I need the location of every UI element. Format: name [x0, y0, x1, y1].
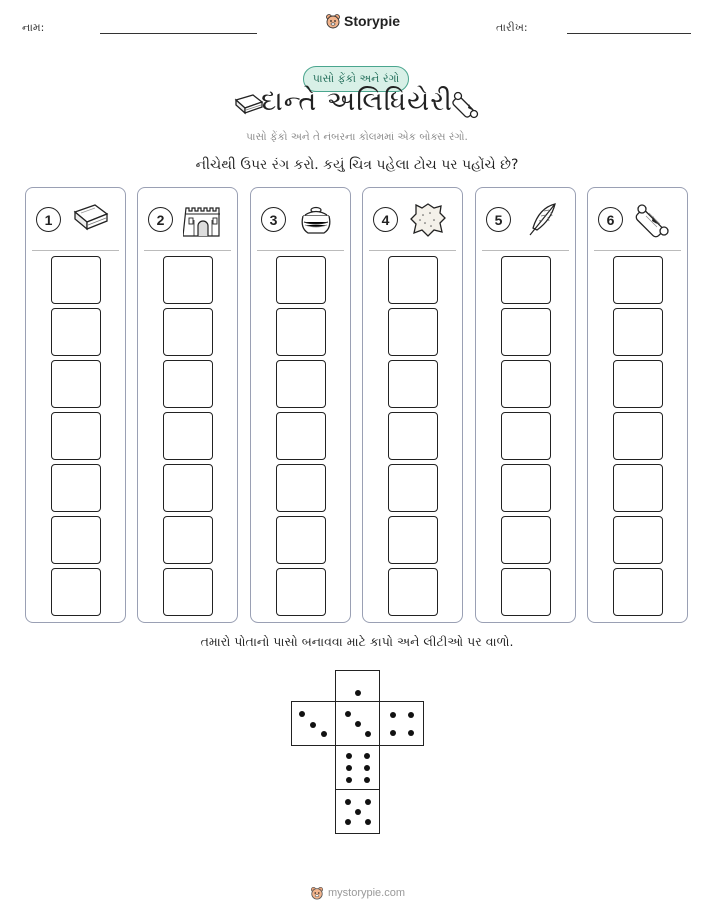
column-4	[362, 187, 463, 623]
name-label: નામ:	[22, 21, 45, 34]
color-box[interactable]	[163, 412, 213, 460]
color-box[interactable]	[51, 568, 101, 616]
column-divider	[257, 250, 344, 251]
color-box[interactable]	[388, 308, 438, 356]
color-box[interactable]	[501, 412, 551, 460]
column-header	[476, 200, 575, 240]
color-box[interactable]	[388, 412, 438, 460]
mascot-icon	[325, 13, 341, 29]
die-pip	[364, 753, 370, 759]
color-box[interactable]	[613, 256, 663, 304]
color-box[interactable]	[501, 464, 551, 512]
die-pip	[364, 777, 370, 783]
die-pip	[345, 819, 351, 825]
column-header	[588, 200, 687, 240]
column-6	[587, 187, 688, 623]
color-box[interactable]	[51, 256, 101, 304]
scroll-icon	[633, 202, 673, 238]
color-box[interactable]	[276, 412, 326, 460]
pot-icon	[296, 202, 336, 238]
color-box[interactable]	[501, 568, 551, 616]
title-scroll-icon	[451, 90, 481, 122]
column-number: 1	[36, 207, 61, 232]
date-label: તારીખ:	[496, 21, 528, 34]
color-box[interactable]	[51, 308, 101, 356]
column-header	[138, 200, 237, 240]
column-header	[251, 200, 350, 240]
footer-url[interactable]: mystorypie.com	[328, 887, 406, 899]
die-face-5	[335, 789, 380, 834]
color-box[interactable]	[51, 360, 101, 408]
column-number: 2	[148, 207, 173, 232]
column-divider	[32, 250, 119, 251]
die-pip	[408, 712, 414, 718]
color-box[interactable]	[163, 464, 213, 512]
color-box[interactable]	[501, 256, 551, 304]
color-box[interactable]	[276, 308, 326, 356]
footer	[310, 886, 405, 900]
die-pip	[355, 690, 361, 696]
mascot-icon	[310, 886, 324, 900]
page-title: દાન્તે અલિધિયેરી	[261, 86, 453, 117]
column-1	[25, 187, 126, 623]
color-box[interactable]	[276, 464, 326, 512]
color-box[interactable]	[276, 360, 326, 408]
column-2	[137, 187, 238, 623]
die-face-2	[291, 701, 336, 746]
color-box[interactable]	[613, 516, 663, 564]
die-pip	[390, 730, 396, 736]
die-pip	[365, 819, 371, 825]
column-divider	[369, 250, 456, 251]
die-face-6	[335, 745, 380, 790]
page-subtitle: પાસો ફેંકો અને તે નંબરના કોલમમાં એક બોક્સ રંગો.	[246, 131, 468, 143]
column-header	[363, 200, 462, 240]
color-box[interactable]	[613, 568, 663, 616]
die-pip	[364, 765, 370, 771]
activity-badge: પાસો ફેંકો અને રંગો	[303, 66, 409, 92]
die-pip	[365, 731, 371, 737]
color-box[interactable]	[51, 516, 101, 564]
die-pip	[408, 730, 414, 736]
die-pip	[355, 809, 361, 815]
color-box[interactable]	[501, 360, 551, 408]
column-3	[250, 187, 351, 623]
castle-icon	[183, 202, 223, 238]
column-number: 6	[598, 207, 623, 232]
column-number: 5	[486, 207, 511, 232]
color-box[interactable]	[613, 308, 663, 356]
name-line[interactable]	[100, 33, 257, 34]
die-pip	[310, 722, 316, 728]
color-box[interactable]	[163, 308, 213, 356]
color-box[interactable]	[276, 516, 326, 564]
cutout-instruction: તમારો પોતાનો પાસો બનાવવા માટે કાપો અને લીટીઓ પર વાળો.	[200, 634, 514, 649]
column-number: 3	[261, 207, 286, 232]
column-5	[475, 187, 576, 623]
column-divider	[482, 250, 569, 251]
die-pip	[355, 721, 361, 727]
die-pip	[346, 777, 352, 783]
color-box[interactable]	[501, 516, 551, 564]
die-pip	[346, 753, 352, 759]
column-divider	[144, 250, 231, 251]
color-box[interactable]	[501, 308, 551, 356]
color-box[interactable]	[388, 360, 438, 408]
color-box[interactable]	[613, 412, 663, 460]
quill-icon	[521, 202, 561, 238]
color-box[interactable]	[276, 256, 326, 304]
die-pip	[345, 799, 351, 805]
die-pip	[365, 799, 371, 805]
die-pip	[390, 712, 396, 718]
die-pip	[346, 765, 352, 771]
color-box[interactable]	[388, 256, 438, 304]
animal-hide-icon	[408, 202, 448, 238]
die-pip	[299, 711, 305, 717]
color-box[interactable]	[613, 464, 663, 512]
date-line[interactable]	[567, 33, 691, 34]
column-header	[26, 200, 125, 240]
column-number: 4	[373, 207, 398, 232]
die-face-4	[379, 701, 424, 746]
color-box[interactable]	[276, 568, 326, 616]
color-box[interactable]	[163, 256, 213, 304]
color-box[interactable]	[51, 412, 101, 460]
color-box[interactable]	[163, 568, 213, 616]
color-box[interactable]	[613, 360, 663, 408]
color-box[interactable]	[388, 568, 438, 616]
die-face-1-center	[335, 701, 380, 746]
book-icon	[71, 202, 111, 238]
color-box[interactable]	[163, 516, 213, 564]
question-text: નીચેથી ઉપર રંગ કરો. કયું ચિત્ર પહેલા ટોચ પર પહોંચે છે?	[195, 157, 519, 173]
brand-logo	[325, 13, 400, 29]
color-box[interactable]	[163, 360, 213, 408]
column-divider	[594, 250, 681, 251]
die-pip	[345, 711, 351, 717]
die-pip	[321, 731, 327, 737]
color-box[interactable]	[388, 464, 438, 512]
color-box[interactable]	[51, 464, 101, 512]
brand-name: Storypie	[344, 13, 401, 29]
color-box[interactable]	[388, 516, 438, 564]
